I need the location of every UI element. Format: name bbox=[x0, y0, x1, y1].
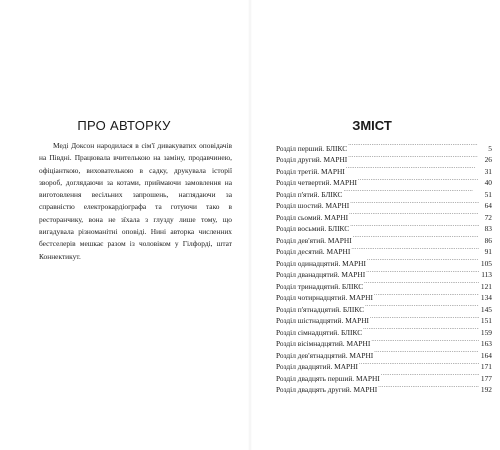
toc-dot-leader bbox=[350, 197, 479, 209]
table-of-contents-page bbox=[252, 0, 500, 450]
toc-entry-page-number: 31 bbox=[484, 166, 492, 176]
toc-entry-label: Розділ восьмий. БЛІКС bbox=[276, 224, 350, 233]
toc-entry-label: Розділ десятий. МАРНІ bbox=[276, 247, 351, 256]
about-author-page bbox=[0, 0, 248, 450]
toc-entry-page-number: 113 bbox=[481, 270, 492, 279]
toc-dot-leader bbox=[364, 277, 479, 289]
toc-entry-page-number: 145 bbox=[480, 304, 492, 314]
toc-entry-page-number: 91 bbox=[484, 247, 492, 256]
toc-entry-label: Розділ четвертий. МАРНІ bbox=[276, 178, 357, 187]
toc-entry-page-number: 86 bbox=[484, 235, 492, 245]
toc-dot-leader bbox=[348, 151, 479, 163]
toc-entry-label: Розділ одинадцятий. МАРНІ bbox=[276, 258, 366, 268]
toc-entry-page-number: 134 bbox=[480, 293, 492, 302]
toc-dot-leader bbox=[378, 381, 479, 393]
toc-entry-label: Розділ вісімнадцятий. МАРНІ bbox=[276, 339, 371, 348]
toc-entry-page-number: 171 bbox=[480, 362, 492, 371]
toc-entry-label: Розділ двадцятий. МАРНІ bbox=[276, 362, 358, 371]
toc-dot-leader bbox=[346, 162, 479, 174]
toc-entry-label: Розділ третій. МАРНІ bbox=[276, 166, 345, 176]
toc-entry-page-number: 121 bbox=[480, 281, 492, 291]
toc-dot-leader bbox=[350, 220, 479, 232]
toc-entry-label: Розділ другий. МАРНІ bbox=[276, 155, 348, 164]
toc-entry-page-number: 163 bbox=[480, 339, 492, 348]
toc-entry-label: Розділ шостий. МАРНІ bbox=[276, 201, 350, 210]
toc-entry-label: Розділ дев'ятнадцятий. МАРНІ bbox=[276, 350, 374, 360]
toc-title: ЗМІСТ bbox=[352, 118, 392, 133]
toc-dot-leader bbox=[381, 369, 479, 381]
toc-entry-label: Розділ дванадцятий. МАРНІ bbox=[276, 270, 366, 279]
toc-dot-leader bbox=[351, 243, 479, 255]
toc-entry bbox=[276, 139, 492, 151]
toc-dot-leader bbox=[348, 139, 479, 151]
toc-entry-label: Розділ перший. БЛІКС bbox=[276, 143, 348, 153]
toc-entry-page-number: 151 bbox=[480, 316, 492, 325]
toc-entry-page-number: 72 bbox=[484, 212, 492, 222]
toc-entry-page-number: 164 bbox=[480, 350, 492, 360]
toc-entry-page-number: 26 bbox=[484, 155, 492, 164]
toc-entry-page-number: 51 bbox=[484, 189, 492, 199]
toc-dot-leader bbox=[363, 323, 479, 335]
toc-entry-label: Розділ чотирнадцятий. МАРНІ bbox=[276, 293, 373, 302]
toc-dot-leader bbox=[344, 185, 480, 197]
toc-entry-label: Розділ тринадцятий. БЛІКС bbox=[276, 281, 364, 291]
toc-entry-label: Розділ сьомий. МАРНІ bbox=[276, 212, 349, 222]
toc-entry-label: Розділ дев'ятий. МАРНІ bbox=[276, 235, 352, 245]
toc-dot-leader bbox=[359, 358, 479, 370]
toc-entry-page-number: 64 bbox=[484, 201, 492, 210]
toc-dot-leader bbox=[370, 312, 479, 324]
toc-entry-page-number: 177 bbox=[480, 373, 492, 383]
toc-dot-leader bbox=[365, 300, 479, 312]
toc-entry-page-number: 40 bbox=[484, 178, 492, 187]
toc-dot-leader bbox=[371, 335, 479, 347]
toc-entry-page-number: 83 bbox=[484, 224, 492, 233]
toc-dot-leader bbox=[349, 208, 479, 220]
toc-entry-label: Розділ двадцять перший. МАРНІ bbox=[276, 373, 380, 383]
toc-entry-label: Розділ сімнадцятий. БЛІКС bbox=[276, 327, 363, 337]
toc-entry-label: Розділ двадцять другий. МАРНІ bbox=[276, 385, 378, 394]
toc-entry-page-number: 5 bbox=[488, 143, 492, 153]
toc-entry-label: Розділ п'ятий. БЛІКС bbox=[276, 189, 343, 199]
toc-entry-page-number: 192 bbox=[480, 385, 492, 394]
toc-dot-leader bbox=[374, 289, 479, 301]
toc-dot-leader bbox=[374, 346, 479, 358]
about-author-title: ПРО АВТОРКУ bbox=[77, 118, 171, 133]
toc-dot-leader bbox=[366, 266, 479, 278]
toc-dot-leader bbox=[358, 174, 479, 186]
toc-list bbox=[276, 139, 492, 392]
toc-entry-label: Розділ шістнадцятий. МАРНІ bbox=[276, 316, 370, 325]
toc-entry-page-number: 159 bbox=[480, 327, 492, 337]
about-author-text: Меді Доксон народилася в сім'ї дивакуватих оповідачів на Півдні. Працювала вчителькою на заміну, продавчинею, офіціанткою, вихователькою в садку, друкувала історії звороб, доглядаючи за котами, приймаючи замовлення на виготовлення весільних запрошень, наглядаючи за справністю електрокардіографа та готуючи тако в ресторанчику, вона не зїхала з глузду лише тому, що вигадувала різноманітні оповіді. Нині авторка численних бестселерів мешкає разом із чоловіком у Гілфорді, штат Коннектикут. bbox=[39, 141, 232, 261]
toc-entry-page-number: 105 bbox=[480, 258, 492, 268]
toc-entry-label: Розділ п'ятнадцятий. БЛІКС bbox=[276, 304, 365, 314]
toc-dot-leader bbox=[367, 254, 479, 266]
toc-dot-leader bbox=[353, 231, 479, 243]
